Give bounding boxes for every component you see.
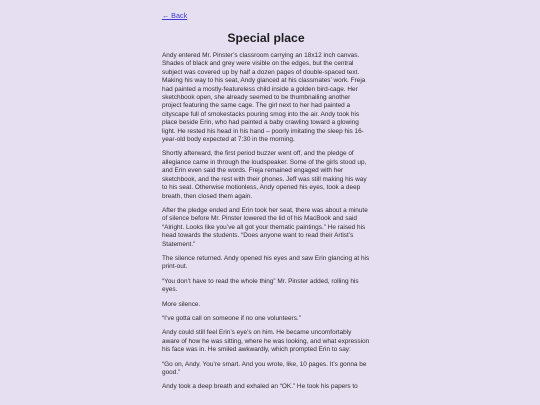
back-link[interactable]: ← Back	[162, 11, 188, 20]
story-paragraph: “You don’t have to read the whole thing” Mr. Pinster added, rolling his eyes.	[162, 277, 359, 294]
page-title: Special place	[227, 31, 305, 45]
story-paragraph: More silence.	[162, 300, 201, 308]
story-body	[162, 52, 370, 392]
story-paragraph: Andy took a deep breath and exhaled an “OK.” He took his papers to	[162, 383, 358, 391]
story-paragraph: Shortly afterward, the first period buzzer went off, and the pledge of allegiance came in through the loudspeaker. Some of the girls stood up, and Erin even said the words. Freja remained engaged with her sketchbook, and the rest with their phones. Jeff was still making his way to his seat. Otherwise motionless, Andy opened his eyes, took a deep breath, then closed them again.	[162, 150, 367, 200]
story-paragraph: Andy could still feel Erin’s eye’s on him. He became uncomfortably aware of how he was sitting, where he was looking, and what expression his face was in. He smiled awkwardly, which prompted Erin to say:	[162, 329, 370, 354]
story-paragraph: “Go on, Andy. You’re smart. And you wrote, like, 10 pages. It’s gonna be good.”	[162, 360, 367, 376]
story-paragraph: The silence returned. Andy opened his eyes and saw Erin glancing at his print-out.	[162, 254, 370, 271]
story-paragraph: Andy entered Mr. Pinster’s classroom carrying an 18x12 inch canvas. Shades of black and grey were visible on the edges, but the central subject was covered up by half a dozen pages of double-spaced text. Making his way to his seat, Andy glanced at his classmates’ work. Freja had painted a mostly-featureless child inside a golden bird-cage. Her sketchbook open, she already seemed to be thumbnailing another project featuring the same cage. The girl next to her had painted a cityscape full of smokestacks pouring smog into the air. Andy took his place beside Erin, who had painted a baby crawling toward a glowing light. He rested his head in his hand – poorly imitating the sleep his 16-year-old body expected at 7:30 in the morning.	[162, 52, 366, 144]
story-paragraph: After the pledge ended and Erin took her seat, there was about a minute of silence before Mr. Pinster lowered the lid of his MacBook and said “Alright. Looks like you’ve all got your thematic paintings.” He raised his head towards the students. “Does anyone want to read their Artist’s Statement.”	[162, 206, 368, 248]
story-paragraph: “I’ve gotta call on someone if no one volunteers.”	[162, 314, 301, 322]
content-column	[162, 5, 370, 398]
